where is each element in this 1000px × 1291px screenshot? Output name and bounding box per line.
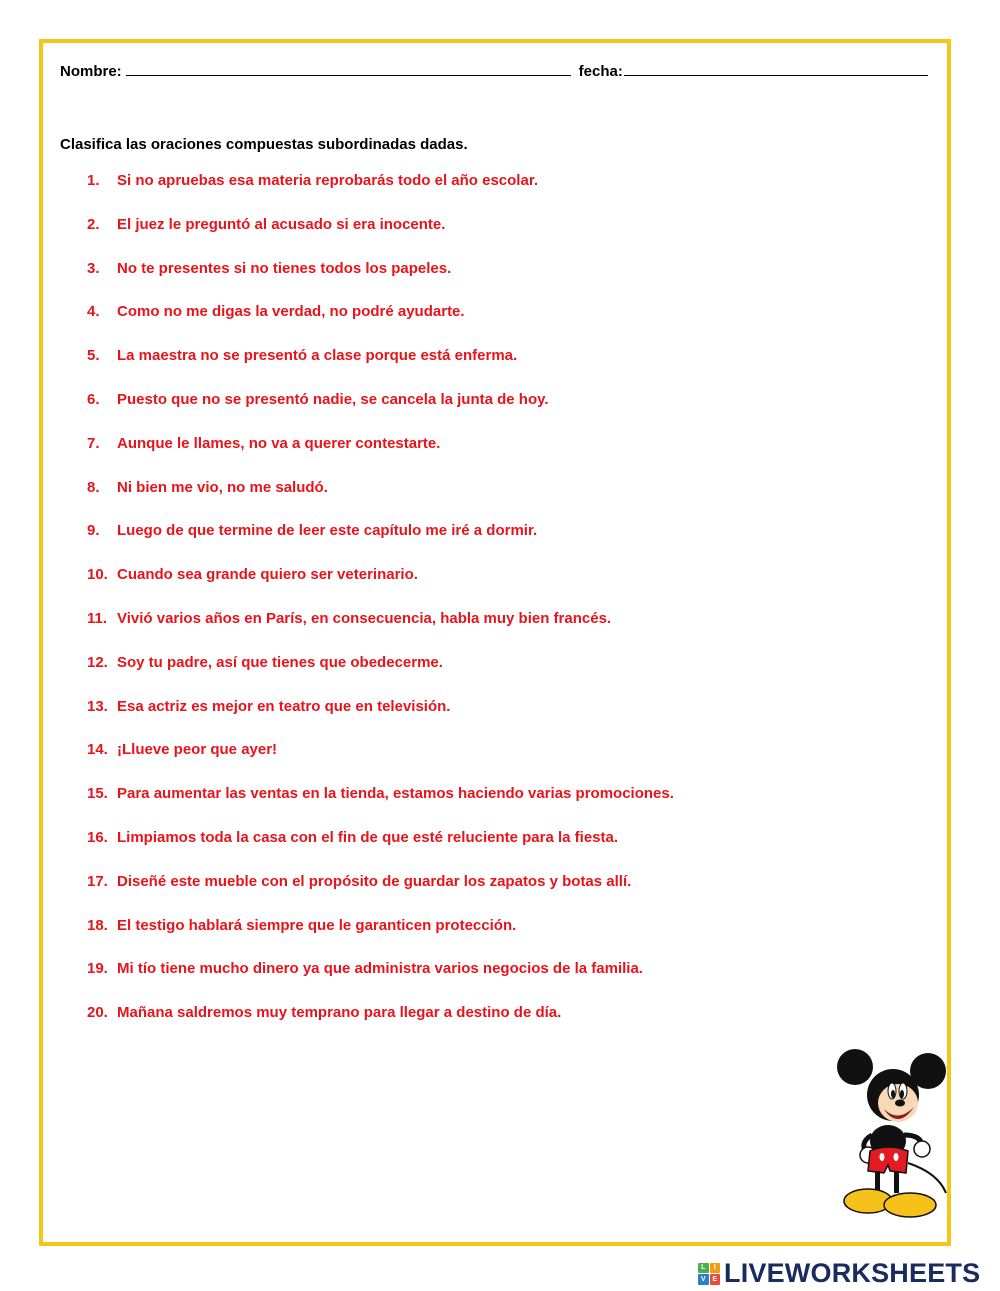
sentence-number: 19. — [87, 960, 108, 978]
sentence-text: Limpiamos toda la casa con el fin de que esté reluciente para la fiesta. — [117, 828, 619, 846]
sentence-text: ¡Llueve peor que ayer! — [117, 741, 278, 759]
sentence-number: 12. — [87, 653, 108, 671]
sentence-number: 8. — [87, 478, 100, 496]
liveworksheets-brand[interactable] — [698, 1258, 980, 1289]
sentence-text: Para aumentar las ventas en la tienda, estamos haciendo varias promociones. — [117, 785, 674, 803]
date-field[interactable] — [624, 61, 928, 76]
sentence-text: El testigo hablará siempre que le garanticen protección. — [117, 916, 517, 934]
sentence-number: 13. — [87, 697, 108, 715]
sentence-number: 18. — [87, 916, 108, 934]
sentence-item — [87, 479, 674, 523]
header-fields — [60, 61, 928, 80]
sentence-number: 2. — [87, 215, 100, 233]
sentence-text: No te presentes si no tienes todos los papeles. — [117, 259, 452, 277]
name-field[interactable] — [126, 61, 571, 76]
brand-name: LIVEWORKSHEETS — [724, 1258, 981, 1288]
sentence-item — [87, 303, 674, 347]
sentence-item — [87, 960, 674, 1004]
sentence-number: 16. — [87, 828, 108, 846]
sentence-number: 3. — [87, 259, 100, 277]
sentence-text: Luego de que termine de leer este capítulo me iré a dormir. — [117, 522, 538, 540]
sentence-item — [87, 829, 674, 873]
liveworksheets-logo-icon: L I V E — [698, 1263, 720, 1285]
sentence-text: Cuando sea grande quiero ser veterinario. — [117, 566, 418, 584]
sentence-number: 4. — [87, 303, 100, 321]
sentence-item — [87, 785, 674, 829]
sentence-item — [87, 741, 674, 785]
sentence-item — [87, 391, 674, 435]
sentence-number: 6. — [87, 390, 100, 408]
sentence-number: 11. — [87, 609, 108, 627]
sentence-item — [87, 1004, 674, 1048]
sentence-number: 14. — [87, 741, 108, 759]
sentence-item — [87, 172, 674, 216]
sentence-item — [87, 654, 674, 698]
sentence-number: 17. — [87, 872, 108, 890]
sentence-text: Aunque le llames, no va a querer contestarte. — [117, 434, 441, 452]
sentence-item — [87, 522, 674, 566]
sentence-item — [87, 873, 674, 917]
sentence-number: 10. — [87, 566, 108, 584]
sentence-text: Esa actriz es mejor en teatro que en televisión. — [117, 697, 451, 715]
instructions: Clasifica las oraciones compuestas subordinadas dadas. — [60, 136, 468, 153]
sentence-text: Como no me digas la verdad, no podré ayudarte. — [117, 303, 465, 321]
sentence-item — [87, 698, 674, 742]
sentence-text: Vivió varios años en París, en consecuencia, habla muy bien francés. — [117, 609, 612, 627]
worksheet-frame — [39, 39, 951, 1246]
sentence-text: Puesto que no se presentó nadie, se cancela la junta de hoy. — [117, 390, 549, 408]
sentence-item — [87, 566, 674, 610]
sentence-item — [87, 435, 674, 479]
sentence-number: 5. — [87, 347, 100, 365]
sentence-text: La maestra no se presentó a clase porque está enferma. — [117, 347, 518, 365]
sentence-item — [87, 917, 674, 961]
sentence-list — [87, 172, 674, 1048]
sentence-number: 15. — [87, 785, 108, 803]
sentence-text: Mañana saldremos muy temprano para llegar a destino de día. — [117, 1004, 562, 1022]
sentence-text: Diseñé este mueble con el propósito de guardar los zapatos y botas allí. — [117, 872, 632, 890]
name-label: Nombre: — [60, 63, 122, 80]
sentence-number: 7. — [87, 434, 100, 452]
sentence-number: 9. — [87, 522, 100, 540]
sentence-text: Soy tu padre, así que tienes que obedecerme. — [117, 653, 443, 671]
sentence-number: 1. — [87, 172, 100, 189]
sentence-text: Mi tío tiene mucho dinero ya que administra varios negocios de la familia. — [117, 960, 643, 978]
sentence-item — [87, 216, 674, 260]
date-label: fecha: — [578, 63, 623, 80]
sentence-text: Ni bien me vio, no me saludó. — [117, 478, 328, 496]
sentence-item — [87, 260, 674, 304]
sentence-item — [87, 610, 674, 654]
sentence-text: El juez le preguntó al acusado si era inocente. — [117, 215, 446, 233]
sentence-number: 20. — [87, 1004, 108, 1022]
sentence-text: Si no apruebas esa materia reprobarás todo el año escolar. — [117, 172, 538, 189]
sentence-item — [87, 347, 674, 391]
mickey-mouse-illustration — [818, 1043, 948, 1223]
